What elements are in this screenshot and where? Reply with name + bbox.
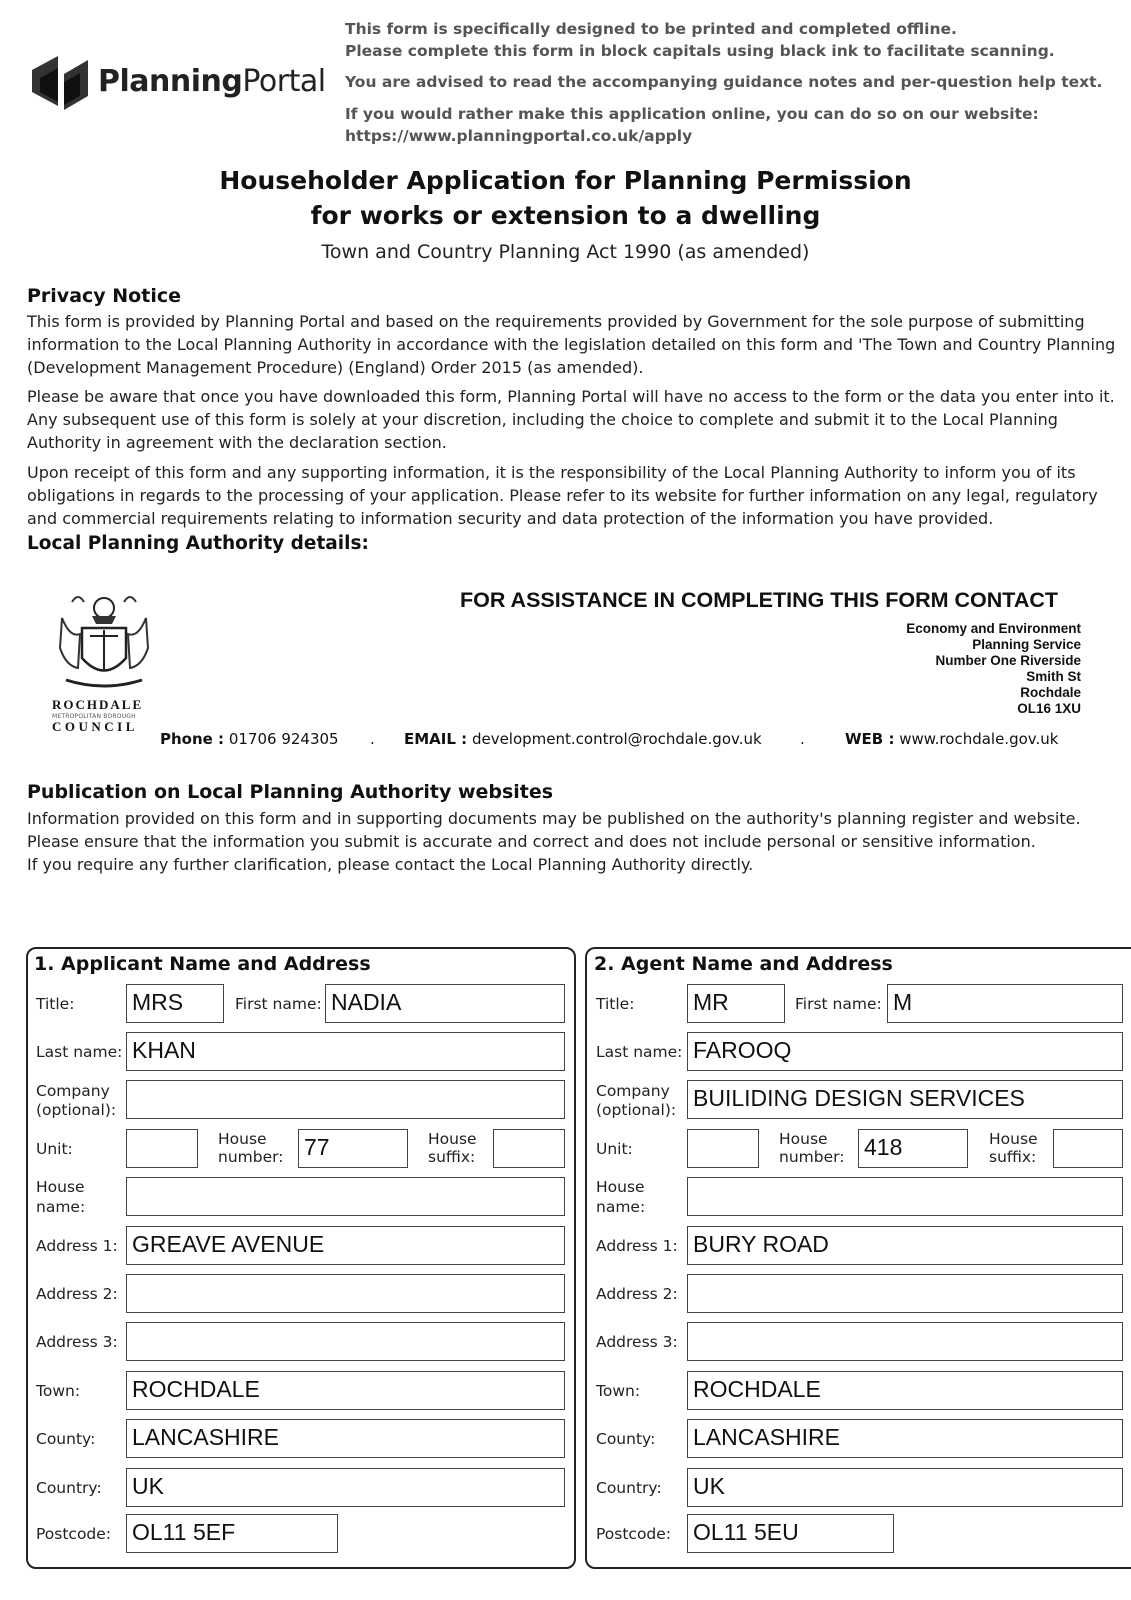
publication-heading: Publication on Local Planning Authority websites (27, 781, 554, 803)
agent-postcode-label: Postcode: (596, 1525, 672, 1543)
applicant-unit-field[interactable] (126, 1129, 198, 1168)
separator-dot: . (370, 730, 375, 748)
agent-last-name-label: Last name: (596, 1043, 683, 1061)
applicant-unit-label: Unit: (36, 1140, 73, 1158)
applicant-heading: 1. Applicant Name and Address (34, 953, 371, 975)
privacy-paragraph-2: Please be aware that once you have downloaded this form, Planning Portal will have no access to the form or the data you enter into it. Any subsequent use of this form is solely at your discretion, including the choice to complete and submit it to the Local Planning Authority in agreement with the declaration section. (27, 387, 1115, 452)
agent-house-number-label-2: number: (779, 1148, 845, 1166)
applicant-postcode-label: Postcode: (36, 1525, 112, 1543)
applicant-house-name-label-2: name: (36, 1198, 86, 1216)
applicant-town-field[interactable]: ROCHDALE (126, 1371, 565, 1410)
intro-line-4: If you would rather make this application online, you can do so on our website: (345, 105, 1039, 123)
applicant-company-field[interactable] (126, 1080, 565, 1119)
agent-last-name-field[interactable]: FAROOQ (687, 1032, 1123, 1071)
agent-address3-label: Address 3: (596, 1333, 678, 1351)
agent-company-optional-label: (optional): (596, 1101, 677, 1119)
assistance-heading: FOR ASSISTANCE IN COMPLETING THIS FORM CONTACT (460, 588, 1059, 612)
privacy-paragraph-1: This form is provided by Planning Portal and based on the requirements provided by Government for the sole purpose of submitting information to the Local Planning Authority in accordance with the legislation detailed on this form and 'The Town and Country Planning (Development Management Procedure) (England) Order 2015 (as amended). (27, 312, 1116, 377)
agent-title-label: Title: (596, 995, 635, 1013)
web-link[interactable]: www.rochdale.gov.uk (899, 730, 1059, 748)
agent-postcode-field[interactable]: OL11 5EU (687, 1514, 894, 1553)
page-title-line-2: for works or extension to a dwelling (310, 201, 821, 230)
applicant-house-name-field[interactable] (126, 1177, 565, 1216)
agent-address1-field[interactable]: BURY ROAD (687, 1226, 1123, 1265)
page-subtitle: Town and Country Planning Act 1990 (as amended) (321, 241, 810, 263)
separator-dot: . (800, 730, 805, 748)
intro-line-1: This form is specifically designed to be printed and completed offline. (345, 20, 957, 38)
applicant-address2-field[interactable] (126, 1274, 565, 1313)
applicant-house-suffix-label: House (428, 1130, 477, 1148)
applicant-first-name-field[interactable]: NADIA (325, 984, 565, 1023)
applicant-country-label: Country: (36, 1479, 102, 1497)
applicant-company-label: Company (36, 1082, 110, 1100)
applicant-house-suffix-label-2: suffix: (428, 1148, 476, 1166)
privacy-paragraph-3: Upon receipt of this form and any supporting information, it is the responsibility of the Local Planning Authority to inform you of its obligations in regards to the processing of your application. Please refer to its website for further information on any legal, regulatory and commercial requirements relating to information security and data protection of the information you have provided. (27, 463, 1098, 528)
agent-address2-field[interactable] (687, 1274, 1123, 1313)
applicant-title-field[interactable]: MRS (126, 984, 224, 1023)
planning-portal-logo-icon (28, 48, 98, 118)
agent-country-field[interactable]: UK (687, 1468, 1123, 1507)
agent-heading: 2. Agent Name and Address (594, 953, 893, 975)
agent-address2-label: Address 2: (596, 1285, 678, 1303)
applicant-address1-field[interactable]: GREAVE AVENUE (126, 1226, 565, 1265)
lpa-address-line: Planning Service (972, 637, 1081, 652)
email-link[interactable]: development.control@rochdale.gov.uk (471, 730, 762, 748)
applicant-country-field[interactable]: UK (126, 1468, 565, 1507)
agent-country-label: Country: (596, 1479, 662, 1497)
agent-company-label: Company (596, 1082, 670, 1100)
agent-unit-field[interactable] (687, 1129, 759, 1168)
logo-text-light: Portal (242, 64, 326, 99)
applicant-house-name-label: House (36, 1178, 85, 1196)
planning-portal-logo (98, 64, 326, 99)
applicant-first-name-label: First name: (235, 995, 322, 1013)
applicant-postcode-field[interactable]: OL11 5EF (126, 1514, 338, 1553)
agent-house-number-label: House (779, 1130, 828, 1148)
intro-line-2: Please complete this form in block capitals using black ink to facilitate scanning. (345, 42, 1055, 60)
agent-county-label: County: (596, 1430, 656, 1448)
applicant-town-label: Town: (36, 1382, 81, 1400)
phone-label: Phone : (160, 730, 225, 748)
phone-value[interactable]: 01706 924305 (228, 730, 339, 748)
applicant-last-name-label: Last name: (36, 1043, 123, 1061)
apply-url-link[interactable]: https://www.planningportal.co.uk/apply (345, 127, 693, 145)
agent-title-field[interactable]: MR (687, 984, 785, 1023)
agent-house-name-field[interactable] (687, 1177, 1123, 1216)
lpa-address-line: Economy and Environment (906, 621, 1081, 636)
applicant-county-label: County: (36, 1430, 96, 1448)
agent-house-suffix-label: House (989, 1130, 1038, 1148)
agent-address1-label: Address 1: (596, 1237, 678, 1255)
intro-line-3: You are advised to read the accompanying guidance notes and per-question help text. (345, 73, 1103, 91)
agent-unit-label: Unit: (596, 1140, 633, 1158)
agent-town-field[interactable]: ROCHDALE (687, 1371, 1123, 1410)
lpa-address-line: Rochdale (1020, 685, 1081, 700)
council-name-small: METROPOLITAN BOROUGH (52, 713, 136, 720)
agent-house-name-label: House (596, 1178, 645, 1196)
email-label: EMAIL : (404, 730, 468, 748)
agent-first-name-field[interactable]: M (887, 984, 1123, 1023)
council-crest-icon (52, 588, 156, 698)
applicant-last-name-field[interactable]: KHAN (126, 1032, 565, 1071)
applicant-house-number-label-2: number: (218, 1148, 284, 1166)
applicant-title-label: Title: (36, 995, 75, 1013)
applicant-address3-label: Address 3: (36, 1333, 118, 1351)
publication-line-3: If you require any further clarification, please contact the Local Planning Authority directly. (27, 855, 754, 874)
applicant-house-number-label: House (218, 1130, 267, 1148)
applicant-address1-label: Address 1: (36, 1237, 118, 1255)
agent-address3-field[interactable] (687, 1322, 1123, 1361)
agent-county-field[interactable]: LANCASHIRE (687, 1419, 1123, 1458)
council-name-line-2: COUNCIL (52, 719, 138, 734)
agent-town-label: Town: (596, 1382, 641, 1400)
lpa-email (404, 730, 762, 748)
agent-company-field[interactable]: BUILIDING DESIGN SERVICES (687, 1080, 1123, 1119)
applicant-house-suffix-field[interactable] (493, 1129, 565, 1168)
agent-house-suffix-label-2: suffix: (989, 1148, 1037, 1166)
lpa-heading: Local Planning Authority details: (27, 533, 369, 554)
applicant-company-optional-label: (optional): (36, 1101, 117, 1119)
lpa-address-line: Smith St (1026, 669, 1081, 684)
logo-text-bold: Planning (98, 64, 243, 99)
agent-house-name-label-2: name: (596, 1198, 646, 1216)
page-title-line-1: Householder Application for Planning Permission (219, 166, 912, 195)
lpa-address-line: Number One Riverside (935, 653, 1081, 668)
lpa-web (845, 730, 1058, 748)
web-label: WEB : (845, 730, 895, 748)
publication-line-2: Please ensure that the information you submit is accurate and correct and does not include personal or sensitive information. (27, 832, 1036, 851)
lpa-phone (160, 730, 339, 748)
applicant-address3-field[interactable] (126, 1322, 565, 1361)
privacy-heading: Privacy Notice (27, 285, 181, 307)
lpa-address-line: OL16 1XU (1017, 701, 1081, 716)
council-name-line-1: ROCHDALE (52, 697, 144, 712)
agent-first-name-label: First name: (795, 995, 882, 1013)
publication-line-1: Information provided on this form and in supporting documents may be published on the authority's planning register and website. (27, 809, 1081, 828)
applicant-house-number-field[interactable]: 77 (298, 1129, 408, 1168)
applicant-county-field[interactable]: LANCASHIRE (126, 1419, 565, 1458)
agent-house-suffix-field[interactable] (1053, 1129, 1123, 1168)
applicant-address2-label: Address 2: (36, 1285, 118, 1303)
agent-house-number-field[interactable]: 418 (858, 1129, 968, 1168)
